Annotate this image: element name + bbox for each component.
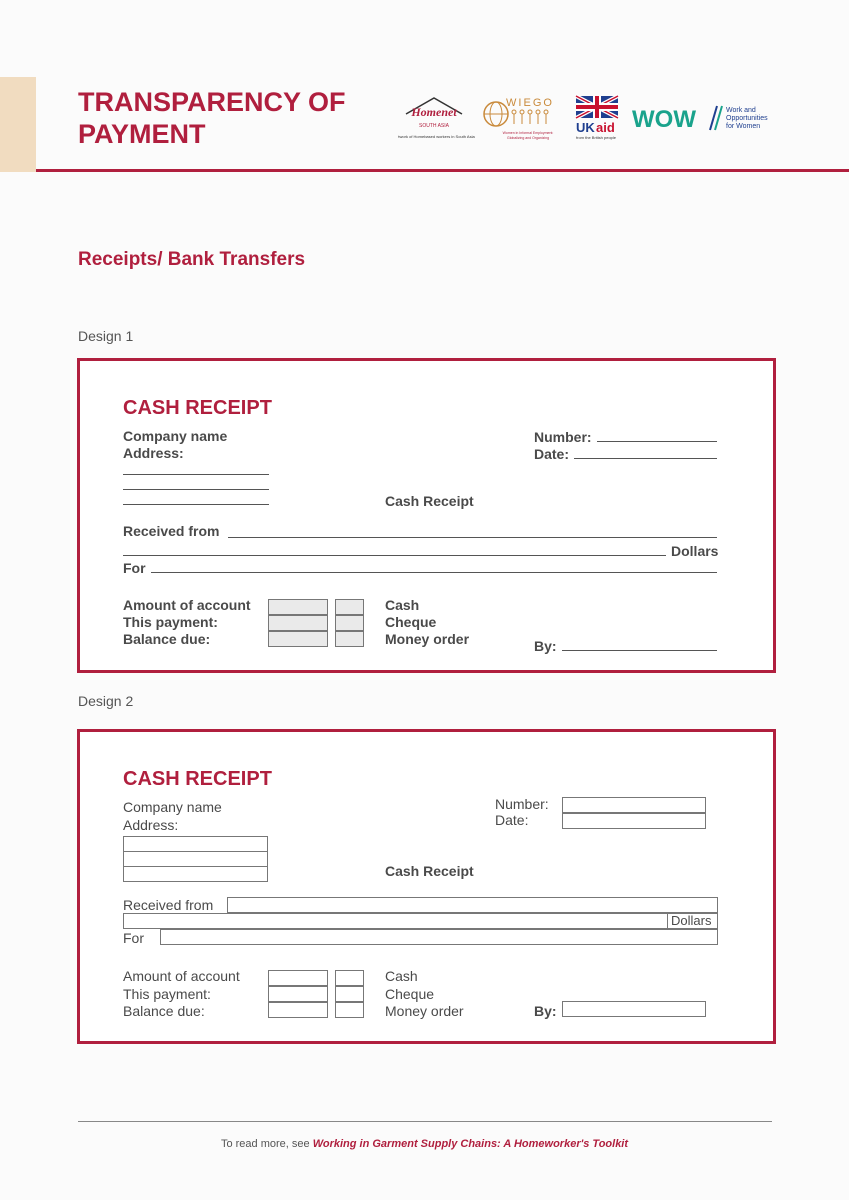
design-1-label: Design 1 [78,328,134,344]
svg-text:Homenet: Homenet [411,105,457,119]
address-field-1[interactable] [123,836,268,852]
payment-cell[interactable] [268,986,328,1002]
footer-prefix: To read more, see [220,1138,313,1150]
cash-option: Cash [385,597,420,613]
balance-due-label: Balance due: [123,631,211,647]
company-name-label: Company name [123,428,228,444]
company-name-label: Company name [123,799,222,815]
by-line[interactable] [562,650,717,651]
number-label: Number: [495,796,549,812]
date-label: Date: [534,446,570,462]
for-field[interactable] [160,929,718,945]
this-payment-label: This payment: [123,614,218,630]
received-from-field[interactable] [227,897,718,913]
dollars-label: Dollars [671,913,712,928]
cash-receipt-design-1 [77,358,776,673]
title-line-2: PAYMENT [78,119,206,149]
address-line-2[interactable] [123,489,269,490]
amount-words-field[interactable] [123,913,668,929]
balance-cents-cell[interactable] [335,1002,364,1018]
svg-text:Network of Homebased workers i: Network of Homebased workers in South Asia [398,134,475,139]
cheque-option: Cheque [385,986,435,1002]
receipt-title: CASH RECEIPT [123,768,272,790]
number-field[interactable] [562,797,706,813]
cheque-option: Cheque [385,614,437,630]
address-field-2[interactable] [123,851,268,867]
page-title [78,86,346,150]
date-label: Date: [495,812,529,828]
ukaid-logo [574,94,620,144]
svg-text:WIEGO: WIEGO [506,97,554,109]
footer-rule [78,1121,772,1122]
payment-cents-cell[interactable] [335,615,364,631]
header-rule [36,169,849,172]
svg-text:Work and: Work and [726,107,756,114]
cash-receipt-heading: Cash Receipt [385,863,474,879]
side-tab [0,77,36,172]
date-line[interactable] [574,458,717,459]
money-order-option: Money order [385,1003,464,1019]
svg-text:aid: aid [596,120,615,135]
payment-cents-cell[interactable] [335,986,364,1002]
svg-text:from the British people: from the British people [576,135,617,140]
amount-cents-cell[interactable] [335,970,364,986]
amount-cell[interactable] [268,599,328,615]
amount-of-account-label: Amount of account [123,968,240,984]
by-label: By: [534,638,557,654]
amount-words-line[interactable] [123,555,666,556]
svg-text:SOUTH ASIA: SOUTH ASIA [418,123,450,129]
balance-cell[interactable] [268,631,328,647]
wow-logo [632,94,778,144]
svg-text:UK: UK [576,120,595,135]
for-label: For [123,560,146,576]
for-label: For [123,930,144,946]
address-line-3[interactable] [123,504,269,505]
receipt-title: CASH RECEIPT [123,397,272,419]
svg-text:Opportunities: Opportunities [726,115,768,122]
address-label: Address: [123,445,184,461]
amount-cell[interactable] [268,970,328,986]
address-label: Address: [123,817,179,833]
svg-text:WOW: WOW [632,106,696,133]
received-from-label: Received from [123,897,214,913]
wiego-logo [482,94,560,144]
payment-cell[interactable] [268,615,328,631]
received-from-label: Received from [123,523,220,539]
svg-text:Globalizing and Organizing: Globalizing and Organizing [506,136,550,140]
footer [0,1138,849,1150]
address-line-1[interactable] [123,474,269,475]
address-field-3[interactable] [123,866,268,882]
date-field[interactable] [562,813,706,829]
toolkit-link[interactable]: Working in Garment Supply Chains: A Homeworker's Toolkit [312,1138,629,1150]
section-title: Receipts/ Bank Transfers [78,249,306,270]
cash-receipt-design-2 [77,729,776,1044]
for-line[interactable] [151,572,717,573]
title-line-1: TRANSPARENCY OF [78,87,346,117]
svg-text:for Women: for Women [726,123,761,130]
money-order-option: Money order [385,631,470,647]
design-2-label: Design 2 [78,693,134,709]
balance-cents-cell[interactable] [335,631,364,647]
by-field[interactable] [562,1001,706,1017]
dollars-label: Dollars [671,543,719,559]
number-line[interactable] [597,441,717,442]
cash-receipt-heading: Cash Receipt [385,493,474,509]
amount-of-account-label: Amount of account [123,597,251,613]
svg-text:Women in Informal Employment:: Women in Informal Employment: [502,131,554,135]
received-from-line[interactable] [228,537,717,538]
by-label: By: [534,1003,557,1019]
balance-due-label: Balance due: [123,1003,205,1019]
dollars-field [667,913,718,929]
cash-option: Cash [385,968,418,984]
this-payment-label: This payment: [123,986,211,1002]
amount-cents-cell[interactable] [335,599,364,615]
homenet-logo [398,94,476,144]
balance-cell[interactable] [268,1002,328,1018]
number-label: Number: [534,429,592,445]
